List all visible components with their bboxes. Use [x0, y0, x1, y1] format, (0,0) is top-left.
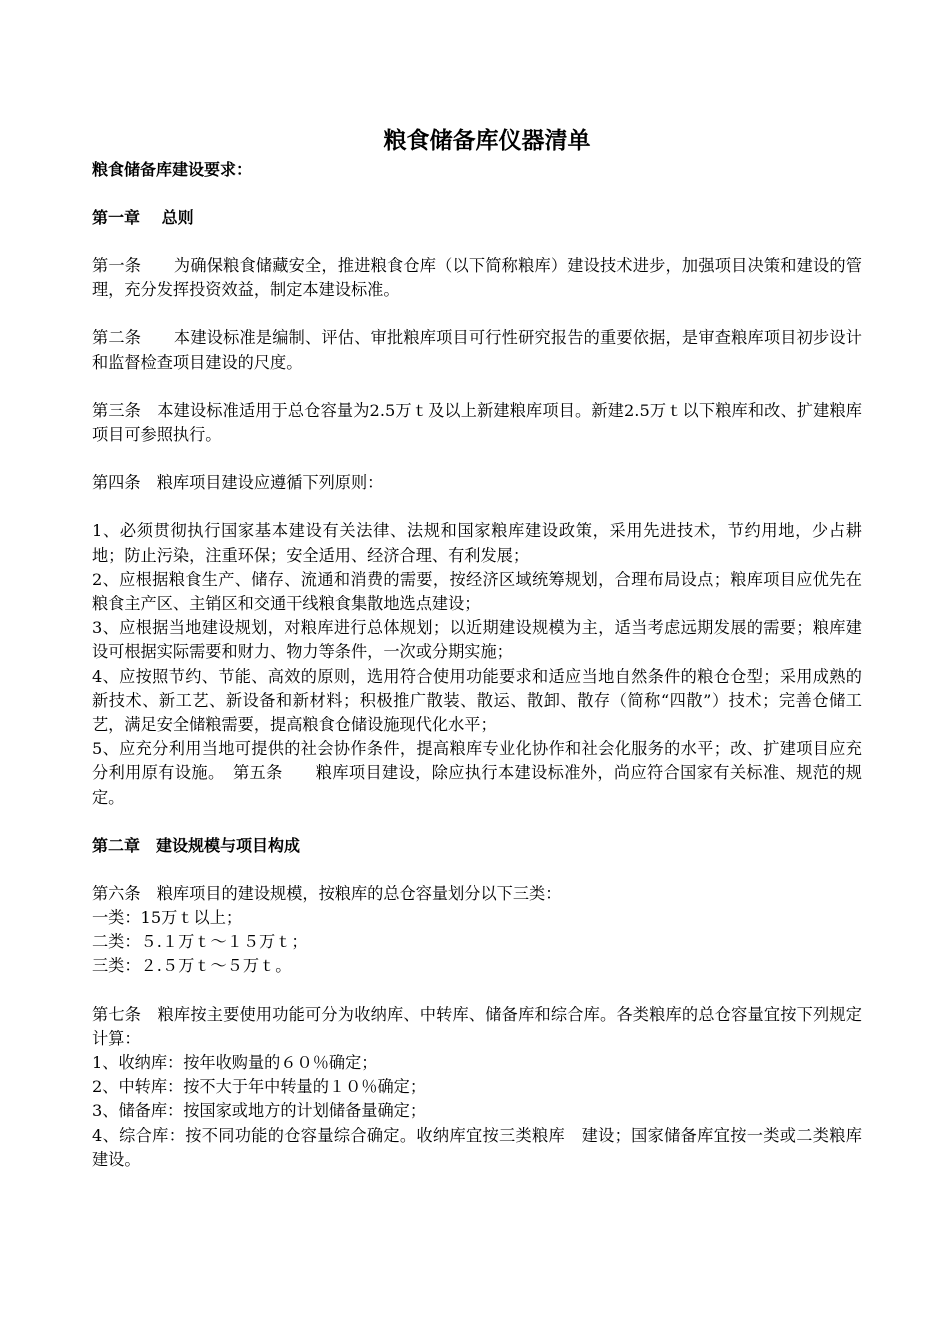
rule-1: 1、收纳库：按年收购量的６０％确定； [92, 1053, 378, 1073]
document-title: 粮食储备库仪器清单 [383, 127, 591, 154]
principle-3: 3、应根据当地建设规划，对粮库进行总体规划；以近期建设规模为主，适当考虑远期发展的需要；粮库建设可根据实际需要和财力、物力等条件，一次或分期实施； [92, 618, 862, 662]
article-3: 第三条 本建设标准适用于总仓容量为2.5万ｔ及以上新建粮库项目。新建2.5万ｔ以下粮库和改、扩建粮库项目可参照执行。 [92, 400, 862, 445]
document-page [92, 124, 862, 1172]
chapter-1-heading: 第一章 总则 [92, 208, 194, 227]
article-6: 第六条 粮库项目的建设规模，按粮库的总仓容量划分以下三类： [92, 883, 562, 903]
class-2: 二类：５.１万ｔ～１５万ｔ； [92, 932, 308, 952]
article-1: 第一条 为确保粮食储藏安全，推进粮食仓库（以下简称粮库）建设技术进步，加强项目决策和建设的管理，充分发挥投资效益，制定本建设标准。 [92, 256, 862, 300]
principle-1: 1、必须贯彻执行国家基本建设有关法律、法规和国家粮库建设政策，采用先进技术，节约用地，少占耕地；防止污染，注重环保；安全适用、经济合理、有利发展； [92, 521, 862, 565]
principle-2: 2、应根据粮食生产、储存、流通和消费的需要，按经济区域统筹规划，合理布局设点；粮库项目应优先在粮食主产区、主销区和交通干线粮食集散地选点建设； [92, 569, 862, 614]
class-3: 三类：２.５万ｔ～５万ｔ。 [92, 956, 292, 976]
rule-3: 3、储备库：按国家或地方的计划储备量确定； [92, 1101, 427, 1121]
article-2: 第二条 本建设标准是编制、评估、审批粮库项目可行性研究报告的重要依据，是审查粮库项目初步设计和监督检查项目建设的尺度。 [92, 328, 862, 372]
principle-4: 4、应按照节约、节能、高效的原则，选用符合使用功能要求和适应当地自然条件的粮仓仓型；采用成熟的新技术、新工艺、新设备和新材料；积极推广散装、散运、散卸、散存（简称“四散”）技术；完善仓储工艺，满足安全储粮需要，提高粮食仓储设施现代化水平； [92, 666, 862, 735]
rule-4: 4、综合库：按不同功能的仓容量综合确定。收纳库宜按三类粮库 建设；国家储备库宜按一类或二类粮库建设。 [92, 1125, 862, 1169]
chapter-2-heading: 第二章 建设规模与项目构成 [92, 835, 301, 855]
article-7: 第七条 粮库按主要使用功能可分为收纳库、中转库、储备库和综合库。各类粮库的总仓容量宜按下列规定计算： [92, 1004, 862, 1048]
rule-2: 2、中转库：按不大于年中转量的１０％确定； [92, 1077, 427, 1097]
article-4: 第四条 粮库项目建设应遵循下列原则： [92, 473, 384, 493]
document-subtitle: 粮食储备库建设要求： [92, 160, 253, 179]
principle-5: 5、应充分利用当地可提供的社会协作条件，提高粮库专业化协作和社会化服务的水平；改、扩建项目应充分利用原有设施。 第五条 粮库项目建设，除应执行本建设标准外，尚应符合国家有关标准、规范的规定。 [92, 739, 862, 807]
class-1: 一类：15万ｔ以上； [92, 908, 243, 928]
